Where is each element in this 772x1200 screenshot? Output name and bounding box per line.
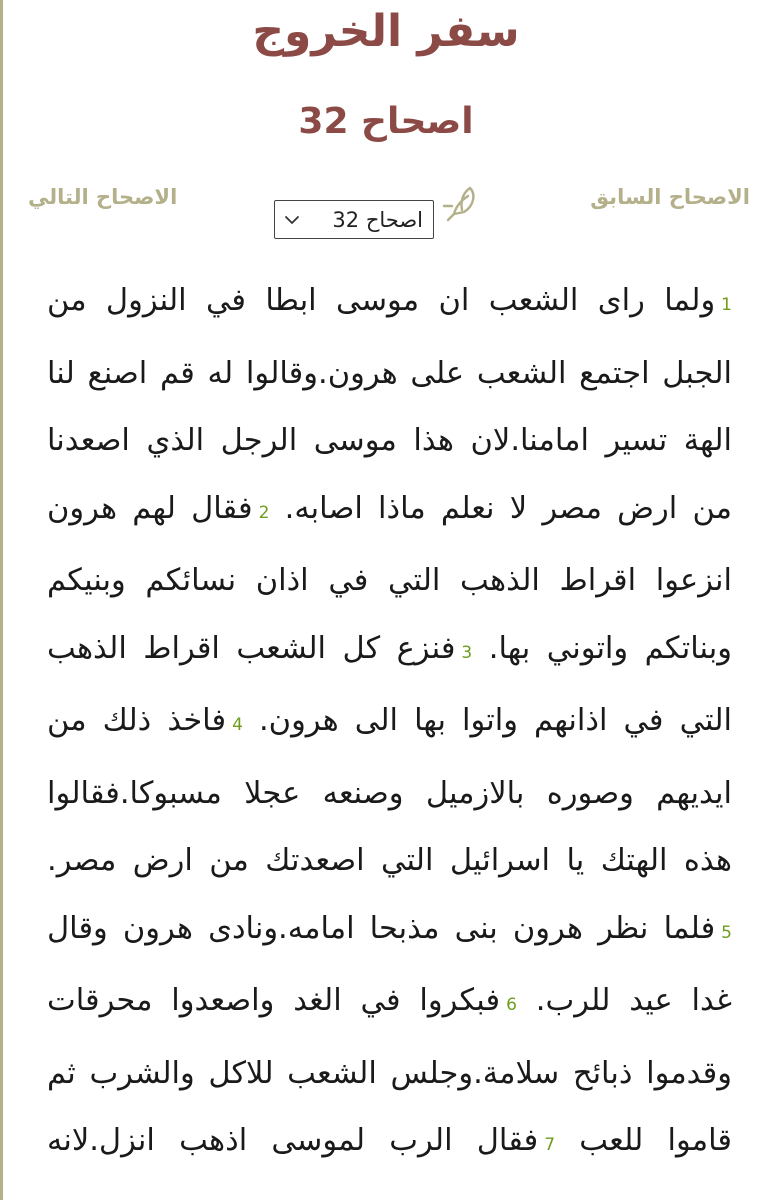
- verse-text: فلما نظر هرون بنى مذبحا امامه.ونادى هرون وقال غدا عيد للرب.: [47, 910, 732, 1018]
- left-border-rule: [0, 0, 3, 1200]
- book-title: سفر الخروج: [252, 6, 520, 57]
- verse-number: 3: [461, 642, 473, 663]
- chevron-down-icon: [283, 213, 301, 227]
- verse-number: 1: [721, 295, 732, 315]
- chapter-text: [47, 267, 732, 1180]
- next-chapter-link[interactable]: الاصحاح التالي: [28, 185, 178, 209]
- verse-7: [47, 1123, 555, 1158]
- feather-pen-icon: [440, 184, 484, 224]
- chapter-select-value: اصحاح 32: [332, 207, 423, 232]
- previous-chapter-link[interactable]: الاصحاح السابق: [590, 185, 750, 209]
- verse-text: فبكروا في الغد واصعدوا محرقات وقدموا ذبائح سلامة.وجلس الشعب للاكل والشرب ثم قاموا للعب: [47, 983, 732, 1158]
- verse-1: [47, 283, 732, 526]
- verse-number: 6: [506, 995, 517, 1015]
- chapter-select[interactable]: [274, 200, 434, 239]
- verse-text: فنزع كل الشعب اقراط الذهب التي في اذانهم واتوا بها الى هرون.: [47, 630, 732, 738]
- verse-number: 2: [258, 502, 270, 523]
- verse-text: فقال لهم هرون انزعوا اقراط الذهب التي في اذان نسائكم وبنيكم وبناتكم واتوني بها.: [47, 490, 732, 666]
- verse-number: 7: [544, 1135, 556, 1155]
- chapter-title: اصحاح 32: [298, 101, 474, 142]
- verse-text: ولما راى الشعب ان موسى ابطا في النزول من الجبل اجتمع الشعب على هرون.وقالوا له قم اصنع لنا الهة تسير امامنا.لان هذا موسى الرجل الذي اصعدنا من ارض مصر لا نعلم ماذا اصابه.: [47, 283, 733, 526]
- verse-text: فاخذ ذلك من ايديهم وصوره بالازميل وصنعه عجلا مسبوكا.فقالوا هذه الهتك يا اسرائيل التي اصعدتك من ارض مصر.: [47, 703, 732, 878]
- verse-text: فقال الرب لموسى اذهب انزل.لانه: [47, 1123, 539, 1158]
- verse-number: 5: [721, 922, 732, 943]
- verse-number: 4: [232, 715, 243, 735]
